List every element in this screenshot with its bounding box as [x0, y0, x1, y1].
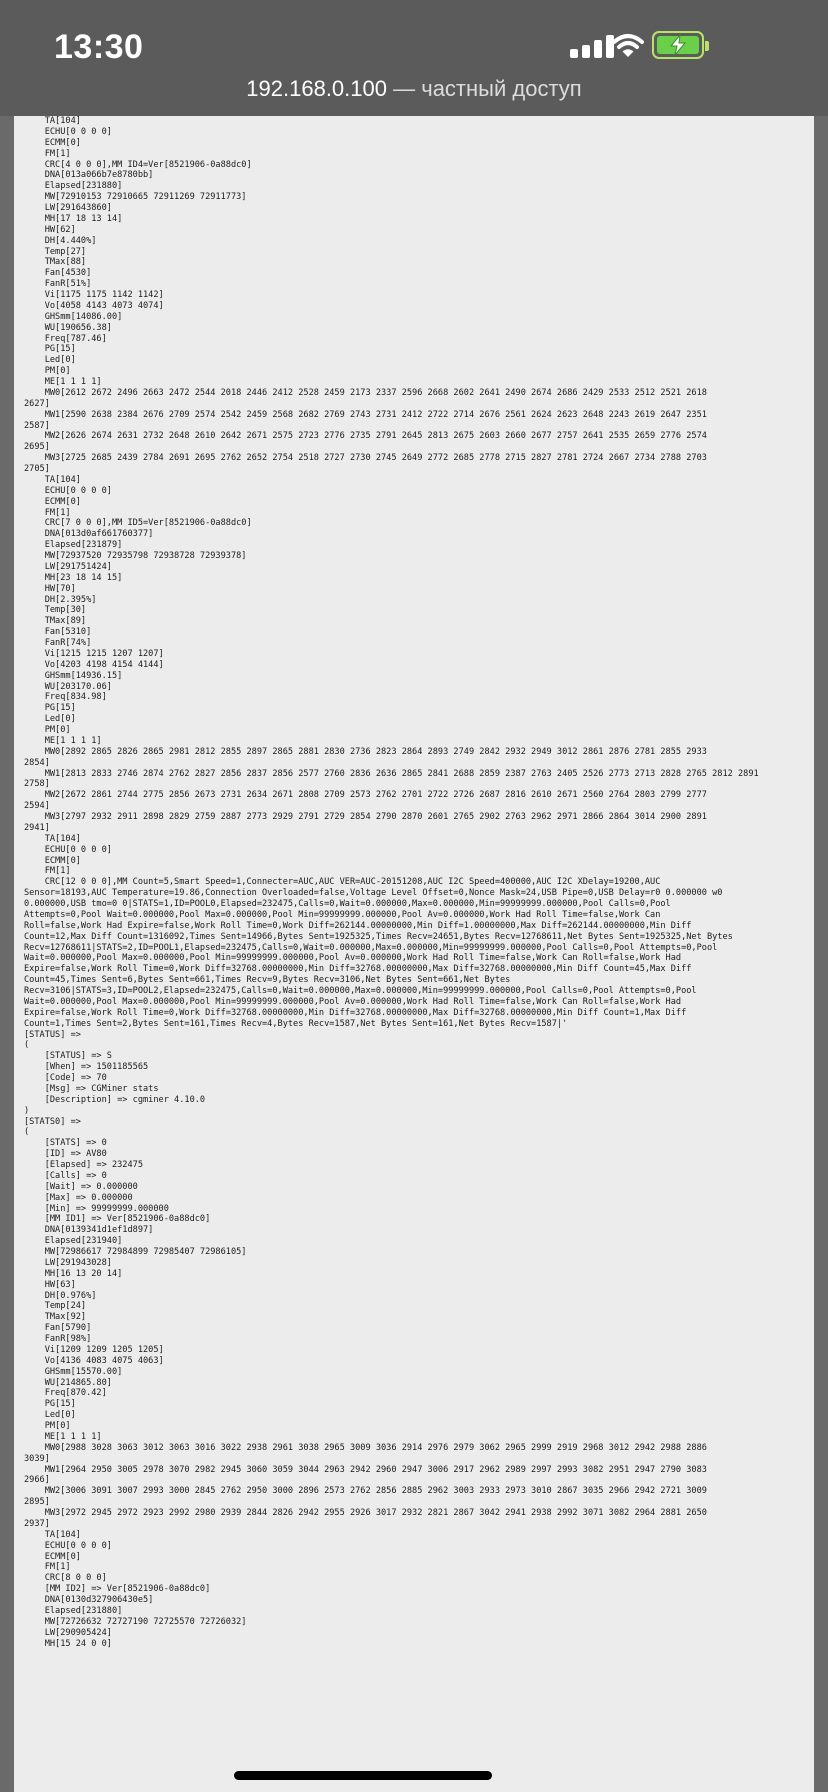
- page-viewport[interactable]: [0, 116, 828, 1792]
- url-address: 192.168.0.100: [246, 76, 387, 101]
- address-bar[interactable]: [0, 76, 828, 102]
- home-indicator[interactable]: [234, 1771, 492, 1780]
- url-separator: —: [387, 76, 422, 101]
- stats-text: TA[104] ECHU[0 0 0 0] ECMM[0] FM[1] CRC[4 0 0 0],MM ID4=Ver[8521906-0a88dc0] DNA[013a066b7e8780bb] Elapsed[231880] MW[72910153 72910665 72911269 72911773] LW[291643860] MH[17 18 13 14] HW[62] DH[4.440%] Temp[27] TMax[88] Fan[4530] FanR[51%] Vi[1175 1175 1142 1142] Vo[4058 4143 4073 4074] GHSmm[14086.00] WU[190656.38] Freq[787.46] PG[15] Led[0] PM[0] ME[1 1 1 1] MW0[2612 2672 2496 2663 2472 2544 2018 2446 2412 2528 2459 2173 2337 2596 2668 2602 2641 2490 2674 2686 2429 2533 2512 2521 2618 2627] MW1[2590 2638 2384 2676 2709 2574 2542 2459 2568 2682 2769 2743 2731 2412 2722 2714 2676 2561 2624 2623 2648 2243 2619 2647 2351 2587] MW2[2626 2674 2631 2732 2648 2610 2642 2671 2575 2723 2776 2735 2791 2645 2813 2675 2603 2660 2677 2757 2641 2535 2659 2776 2574 2695] MW3[2725 2685 2439 2784 2691 2695 2762 2652 2754 2518 2727 2730 2745 2649 2772 2685 2778 2715 2827 2781 2724 2667 2734 2788 2703 2705] TA[104] ECHU[0 0 0 0] ECMM[0] FM[1] CRC[7 0 0 0],MM ID5=Ver[8521906-0a88dc0] DNA[013d0af661760377] Elapsed[231879] MW[72937520 72935798 72938728 72939378] LW[291751424] MH[23 18 14 15] HW[70] DH[2.395%] Temp[30] TMax[89] Fan[5310] FanR[74%] Vi[1215 1215 1207 1207] Vo[4203 4198 4154 4144] GHSmm[14936.15] WU[203170.06] Freq[834.98] PG[15] Led[0] PM[0] ME[1 1 1 1] MW0[2892 2865 2826 2865 2981 2812 2855 2897 2865 2881 2830 2736 2823 2864 2893 2749 2842 2932 2949 3012 2861 2876 2781 2855 2933 2854] MW1[2813 2833 2746 2874 2762 2827 2856 2837 2856 2577 2760 2836 2636 2865 2841 2688 2859 2387 2763 2405 2526 2773 2713 2828 2765 2812 2891 2758] MW2[2672 2861 2744 2775 2856 2673 2731 2634 2671 2808 2709 2573 2762 2701 2722 2726 2687 2816 2610 2671 2560 2764 2803 2799 2777 2594] MW3[2797 2932 2911 2898 2829 2759 2887 2773 2929 2791 2729 2854 2790 2870 2601 2765 2902 2763 2962 2971 2866 2864 3014 2900 2891 2941] TA[104] ECHU[0 0 0 0] ECMM[0] FM[1] CRC[12 0 0 0],MM Count=5,Smart Speed=1,Connecter=AUC,AUC VER=AUC-20151208,AUC I2C Speed=400000,AUC I2C XDelay=19200,AUC Sensor=18193,AUC Temperature=19.86,Connection Overloaded=false,Voltage Level Offset=0,Nonce Mask=24,USB Pipe=0,USB Delay=r0 0.000000 w0 0.000000,USB tmo=0 0|STATS=1,ID=POOL0,Elapsed=232475,Calls=0,Wait=0.000000,Max=0.000000,Min=99999999.000000,Pool Calls=0,Pool Attempts=0,Pool Wait=0.000000,Pool Max=0.000000,Pool Min=99999999.000000,Pool Av=0.000000,Work Had Roll Time=false,Work Can Roll=false,Work Had Expire=false,Work Roll Time=0,Work Diff=262144.00000000,Min Diff=1.00000000,Max Diff=262144.00000000,Min Diff Count=12,Max Diff Count=1316092,Times Sent=14966,Bytes Sent=1925325,Times Recv=24651,Bytes Recv=12768611,Net Bytes Sent=1925325,Net Bytes Recv=12768611|STATS=2,ID=POOL1,Elapsed=232475,Calls=0,Wait=0.000000,Max=0.000000,Min=99999999.000000,Pool Calls=0,Pool Attempts=0,Pool Wait=0.000000,Pool Max=0.000000,Pool Min=99999999.000000,Pool Av=0.000000,Work Had Roll Time=false,Work Can Roll=false,Work Had Expire=false,Work Roll Time=0,Work Diff=32768.00000000,Min Diff=32768.00000000,Max Diff=32768.00000000,Min Diff Count=45,Max Diff Count=45,Times Sent=6,Bytes Sent=661,Times Recv=9,Bytes Recv=3106,Net Bytes Sent=661,Net Bytes Recv=3106|STATS=3,ID=POOL2,Elapsed=232475,Calls=0,Wait=0.000000,Max=0.000000,Min=99999999.000000,Pool Calls=0,Pool Attempts=0,Pool Wait=0.000000,Pool Max=0.000000,Pool Min=99999999.000000,Pool Av=0.000000,Work Had Roll Time=false,Work Can Roll=false,Work Had Expire=false,Work Roll Time=0,Work Diff=32768.00000000,Min Diff=32768.00000000,Max Diff=32768.00000000,Min Diff Count=1,Max Diff Count=1,Times Sent=2,Bytes Sent=161,Times Recv=4,Bytes Recv=1587,Net Bytes Sent=161,Net Bytes Recv=1587|' [STATUS] => ( [STATUS] => S [When] => 1501185565 [Code] => 70 [Msg] => CGMiner stats [Description] => cgminer 4.10.0 ) [STATS0] => ( [STATS] => 0 [ID] => AV80 [Elapsed] => 232475 [Calls] => 0 [Wait] => 0.000000 [Max] => 0.000000 [Min] => 99999999.000000 [MM ID1] => Ver[8521906-0a88dc0] DNA[0139341d1ef1d897] Elapsed[231940] MW[72986617 72984899 72985407 72986105] LW[291943028] MH[16 13 20 14] HW[63] DH[0.976%] Temp[24] TMax[92] Fan[5790] FanR[98%] Vi[1209 1209 1205 1205] Vo[4136 4083 4075 4063] GHSmm[15570.00] WU[214865.80] Freq[870.42] PG[15] Led[0] PM[0] ME[1 1 1 1] MW0[2988 3028 3063 3012 3063 3016 3022 2938 2961 3038 2965 3009 3036 2914 2976 2979 3062 2965 2999 2919 2968 3012 2942 2988 2886 3039] MW1[2964 2950 3005 2978 3070 2982 2945 3060 3059 3044 2963 2942 2960 2947 3006 2917 2962 2989 2997 2993 3082 2951 2947 2790 3083 2966] MW2[3006 3091 3007 2993 3000 2845 2762 2950 3000 2896 2573 2762 2856 2885 2962 3003 2933 2973 3010 2867 3035 2966 2942 2721 3009 2895] MW3[2972 2945 2972 2923 2992 2980 2939 2844 2826 2942 2955 2926 3017 2932 2821 2867 3042 2941 2938 2992 3071 3082 2964 2881 2650 2937] TA[104] ECHU[0 0 0 0] ECMM[0] FM[1] CRC[8 0 0 0] [MM ID2] => Ver[8521906-0a88dc0] DNA[0130d327906430e5] Elapsed[231880] MW[72726632 72727190 72725570 72726032] LW[290905424] MH[15 24 0 0]: [24, 116, 759, 1649]
- battery-charging-icon: [652, 31, 704, 59]
- url-privacy-label: частный доступ: [421, 76, 582, 101]
- wifi-icon: [612, 32, 644, 60]
- text-document: [14, 116, 814, 1792]
- status-time: 13:30: [54, 28, 144, 66]
